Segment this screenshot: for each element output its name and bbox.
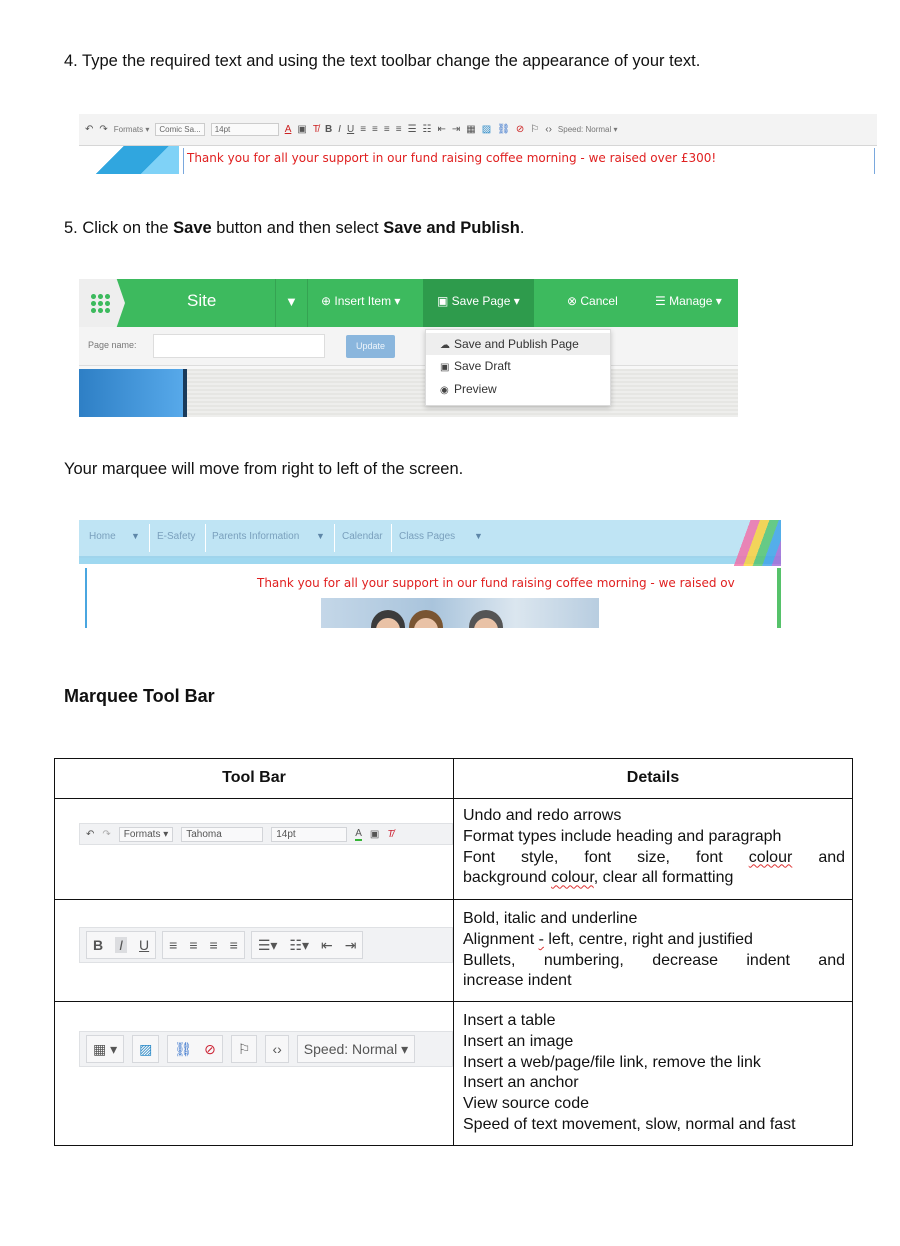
detail-line: Insert a web/page/file link, remove the link [463,1053,761,1071]
detail-line: Font style, font size, font colour and [463,848,846,866]
detail-line: View source code [463,1095,589,1113]
toolbar-reference-table [54,758,853,1146]
formats-dropdown[interactable]: Formats ▾ [119,827,173,842]
link-icon[interactable]: ⛓ [497,124,510,135]
insert-item-label: Insert Item ▾ [334,294,401,308]
anchor-group [231,1035,258,1063]
detail-line: background colour, clear all formatting [463,869,734,887]
insert-item-button[interactable] [321,294,400,308]
align-center-icon[interactable]: ≡ [372,124,378,135]
nav-divider [334,524,335,552]
save-menu-screenshot [79,279,738,417]
chevron-down-icon[interactable]: ▼ [131,531,140,541]
nav-calendar[interactable]: Calendar [342,531,383,542]
bold-icon[interactable]: B [93,937,104,953]
image-icon[interactable]: ▨ [481,124,492,135]
italic-icon[interactable]: I [115,937,127,953]
section-heading: Marquee Tool Bar [64,686,215,706]
indent-icon[interactable]: ⇥ [344,936,357,953]
step-5-middle: button and then select [211,219,384,237]
image-group [132,1035,159,1063]
toolbar-divider [275,279,276,327]
underline-icon[interactable]: U [139,937,150,953]
preview-label: Preview [454,382,497,396]
detail-line: Bullets, numbering, decrease indent and [463,951,845,969]
editor-toolbar-screenshot [79,114,877,174]
save-dropdown-menu [425,329,611,406]
step-5-prefix: 5. Click on the [64,219,174,237]
marquee-text[interactable]: Thank you for all your support in our fund raising coffee morning - we raised over £300! [187,151,717,165]
cancel-button[interactable] [567,294,618,308]
outdent-icon[interactable]: ⇤ [320,936,333,953]
undo-icon[interactable]: ↶ [85,124,94,135]
editor-toolbar [79,114,877,146]
background-color-icon[interactable]: ▣ [369,828,380,840]
site-toolbar [79,279,738,327]
preview-item[interactable] [426,378,610,400]
formats-dropdown[interactable]: Formats ▾ [113,125,150,134]
page-edge [777,568,781,628]
align-center-icon[interactable]: ≡ [189,937,198,953]
detail-line: increase indent [463,972,572,990]
row-3-details [463,1011,845,1136]
spelling-mark: colour [551,869,594,887]
detail-line: Undo and redo arrows [463,807,622,824]
list-group [251,931,364,959]
nav-divider [205,524,206,552]
underline-icon[interactable]: U [346,124,355,135]
source-group [265,1035,288,1063]
speed-select[interactable]: Speed: Normal ▾ [557,125,618,134]
bold-icon[interactable]: B [324,124,333,135]
step-4-text: 4. Type the required text and using the text toolbar change the appearance of your text. [64,52,701,70]
font-family-select[interactable]: Comic Sa... [155,123,204,136]
table-icon[interactable]: ▦ ▾ [93,1040,118,1057]
rainbow-decoration [719,520,781,566]
save-draft-item[interactable] [426,355,610,377]
indent-icon[interactable]: ⇥ [451,124,461,135]
background-color-icon[interactable]: ▣ [297,124,307,135]
numbered-list-icon[interactable]: ☷▾ [289,936,309,953]
column-divider [453,759,454,1145]
justify-icon[interactable]: ≡ [395,124,402,135]
speed-select[interactable] [304,1041,408,1058]
row-divider [55,798,852,799]
update-button[interactable]: Update [346,335,395,358]
align-left-icon[interactable]: ≡ [169,937,178,953]
clear-format-icon[interactable]: T̸ [312,124,319,135]
detail-line: Insert a table [463,1012,556,1029]
step-5-suffix: . [519,219,525,237]
row-divider [55,1001,852,1002]
row-2-details [463,909,845,992]
undo-icon[interactable]: ↶ [86,828,95,840]
anchor-icon[interactable]: ⚐ [530,124,540,135]
save-and-publish-label: Save and Publish Page [454,337,579,351]
numbered-list-icon[interactable]: ☷ [422,124,432,135]
spelling-mark: colour [748,848,793,866]
nav-parents-information[interactable]: Parents Information [212,531,300,542]
detail-line: Insert an image [463,1032,574,1050]
justify-icon[interactable]: ≡ [229,937,238,953]
step-5-publish-term: Save and Publish [383,219,520,237]
step-5-save-term: Save [173,219,212,237]
redo-icon[interactable]: ↷ [99,124,108,135]
align-right-icon[interactable]: ≡ [209,937,218,953]
nav-e-safety[interactable]: E-Safety [157,531,196,542]
anchor-icon[interactable]: ⚐ [237,1040,251,1057]
table-group [86,1035,124,1063]
outdent-icon[interactable]: ⇤ [437,124,446,135]
grid-icon [90,293,110,313]
bullet-list-icon[interactable]: ☰▾ [257,936,278,953]
save-page-button[interactable] [423,279,534,327]
detail-line: Bold, italic and underline [463,910,638,927]
alignment-group [162,931,245,959]
link-icon[interactable]: ⛓ [174,1040,193,1057]
col-header-details: Details [626,769,680,786]
source-code-icon[interactable]: ‹› [272,1041,282,1057]
bullet-list-icon[interactable]: ☰ [407,124,417,135]
unlink-icon[interactable]: ⊘ [204,1040,216,1057]
apps-logo[interactable] [79,279,125,327]
col-header-toolbar: Tool Bar [222,769,286,786]
table-icon[interactable]: ▦ [466,124,476,135]
format-toolbar-image [79,823,453,845]
chevron-down-icon[interactable]: ▼ [285,294,298,309]
font-size-select[interactable]: 14pt [211,123,279,136]
redo-icon[interactable]: ↷ [102,828,111,840]
detail-line: Alignment - left, centre, right and justified [463,930,753,948]
row-divider [55,899,852,900]
site-title: Site [187,291,217,310]
staff-photo [321,598,599,628]
unlink-icon[interactable]: ⊘ [515,124,525,135]
eye-icon: ◉ [440,385,449,396]
nav-class-pages[interactable]: Class Pages [399,531,456,542]
background-graphic [79,146,179,174]
spelling-mark: - [538,930,544,948]
floppy-icon: ▣ [440,362,450,373]
speed-select-label: Speed: Normal [303,1040,398,1057]
toolbar-divider [307,279,308,327]
text-color-icon[interactable]: A [355,827,362,839]
marquee-scrolling-text: Thank you for all your support in our fund raising coffee morning - we raised ov [257,576,735,590]
font-size-select[interactable]: 14pt [271,827,347,842]
nav-home[interactable]: Home [89,531,116,542]
link-group [167,1035,223,1063]
cancel-icon: ⊗ [567,294,581,308]
detail-line: Insert an anchor [463,1074,579,1092]
clear-format-icon[interactable]: T̸ [387,828,394,840]
floppy-icon: ▣ [437,294,452,308]
nav-divider [391,524,392,552]
nav-divider [149,524,150,552]
chevron-down-icon: ▾ [401,1040,409,1057]
font-family-select[interactable]: Tahoma [181,827,263,842]
page-graphic [79,369,183,417]
nav-stripe [79,558,781,564]
save-and-publish-item[interactable] [426,333,610,355]
step-5-text [64,219,524,238]
detail-line: Format types include heading and paragraph [463,827,782,845]
cancel-label: Cancel [580,294,618,308]
page-name-input[interactable] [153,334,325,358]
save-page-label: Save Page ▾ [451,294,520,308]
text-style-group [86,931,156,959]
marquee-preview-screenshot [79,520,781,628]
save-draft-label: Save Draft [454,359,511,373]
page-name-label: Page name: [88,340,137,350]
manage-button[interactable] [655,294,722,308]
style-toolbar-image [79,927,453,963]
marquee-note: Your marquee will move from right to left of the screen. [64,460,464,478]
cloud-upload-icon: ☁ [440,340,450,351]
chevron-down-icon[interactable]: ▼ [316,531,325,541]
align-right-icon[interactable]: ≡ [383,124,390,135]
row-1-details [463,806,845,889]
menu-icon: ☰ [655,294,670,308]
manage-label: Manage ▾ [669,294,722,308]
insert-toolbar-image [79,1031,453,1067]
source-code-icon[interactable]: ‹› [545,124,552,135]
detail-line: Speed of text movement, slow, normal and fast [463,1115,796,1133]
plus-circle-icon: ⊕ [321,294,335,308]
speed-group [297,1035,415,1063]
chevron-down-icon[interactable]: ▼ [474,531,483,541]
italic-icon[interactable]: I [338,124,341,135]
align-left-icon[interactable]: ≡ [360,124,367,135]
image-icon[interactable]: ▨ [139,1040,153,1057]
text-color-icon[interactable]: A [284,124,292,135]
